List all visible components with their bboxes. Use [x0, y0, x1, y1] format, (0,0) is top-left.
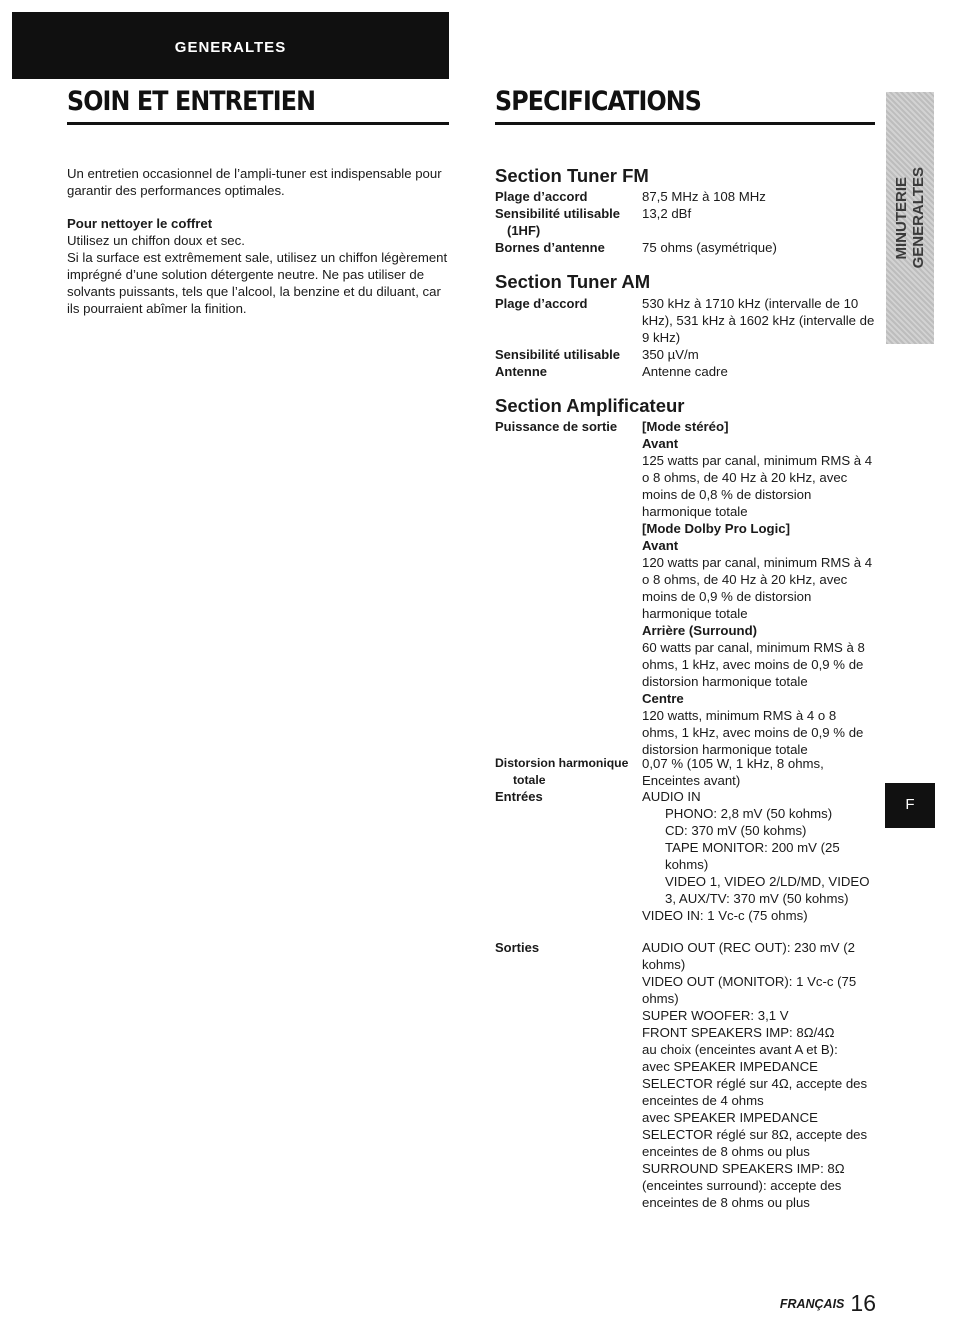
spec-label: Sensibilité utilisable	[495, 347, 620, 362]
spec-label-line: (1HF)	[507, 223, 541, 238]
woofer-value: SUPER WOOFER: 3,1 V	[642, 1008, 789, 1023]
rear-label: Arrière (Surround)	[642, 623, 758, 638]
spec-label: Plage d’accord	[495, 296, 588, 311]
front-label: Avant	[642, 538, 679, 553]
specs-title: SPECIFICATIONS	[495, 86, 702, 117]
front-speakers-choice: au choix (enceintes avant A et B):	[642, 1042, 838, 1057]
specs-title-rule	[495, 122, 875, 125]
section-header-bar	[12, 12, 449, 79]
side-tab-text	[886, 92, 934, 344]
care-paragraph: Si la surface est extrêmement sale, utilisez un chiffon légèrement imprégné d’une solution détergente neutre. Ne pas utiliser de solvants puissants, tels que l’alcool, la benzine et du diluant, car ils pourraient abîmer la finition.	[67, 250, 448, 316]
front-label: Avant	[642, 436, 679, 451]
spec-value: 530 kHz à 1710 kHz (intervalle de 10 kHz), 531 kHz à 1602 kHz (intervalle de 9 kHz)	[642, 296, 875, 345]
stereo-front-value: 125 watts par canal, minimum RMS à 4 o 8 ohms, de 40 Hz à 20 kHz, avec moins de 0,8 % de distorsion harmonique totale	[642, 453, 873, 519]
side-chapter-tab	[886, 92, 934, 344]
audio-in-label: AUDIO IN	[642, 789, 701, 804]
dolby-mode-label: [Mode Dolby Pro Logic]	[642, 521, 790, 536]
section-header-label: GENERALTES	[174, 39, 287, 56]
spec-label: Bornes d’antenne	[495, 240, 605, 255]
spec-label: Antenne	[495, 364, 547, 379]
language-tab-letter: F	[905, 796, 915, 813]
spec-label-line: totale	[513, 773, 546, 787]
video-out-value: VIDEO OUT (MONITOR): 1 Vc-c (75 ohms)	[642, 974, 857, 1006]
care-subheading: Pour nettoyer le coffret	[67, 216, 213, 231]
spec-value	[642, 788, 875, 924]
spec-value	[642, 418, 875, 758]
audio-out-value: AUDIO OUT (REC OUT): 230 mV (2 kohms)	[642, 940, 855, 972]
am-section-heading: Section Tuner AM	[495, 271, 651, 292]
stereo-mode-label: [Mode stéréo]	[642, 419, 729, 434]
spec-label-line: Distorsion harmonique	[495, 756, 629, 770]
video-in-value: VIDEO IN: 1 Vc-c (75 ohms)	[642, 908, 808, 923]
care-title-rule	[67, 122, 449, 125]
spec-value: 350 µV/m	[642, 347, 699, 362]
side-tab-line2: GENERALTES	[910, 167, 927, 269]
spec-value: 13,2 dBf	[642, 206, 692, 221]
spec-label	[495, 205, 640, 239]
rear-value: 60 watts par canal, minimum RMS à 8 ohms, 1 kHz, avec moins de 0,9 % de distorsion harmonique totale	[642, 640, 865, 689]
dolby-front-value: 120 watts par canal, minimum RMS à 4 o 8 ohms, de 40 Hz à 20 kHz, avec moins de 0,9 % de distorsion harmonique totale	[642, 555, 873, 621]
fm-section-heading: Section Tuner FM	[495, 165, 649, 186]
front-speakers-value: FRONT SPEAKERS IMP: 8Ω/4Ω	[642, 1025, 835, 1040]
spec-label: Entrées	[495, 789, 543, 804]
spec-value: 75 ohms (asymétrique)	[642, 240, 777, 255]
surround-speakers-value: SURROUND SPEAKERS IMP: 8Ω (enceintes surround): accepte des enceintes de 8 ohms ou plus	[642, 1161, 845, 1210]
care-title: SOIN ET ENTRETIEN	[67, 86, 316, 117]
impedance-8-value: avec SPEAKER IMPEDANCE SELECTOR réglé sur 8Ω, accepte des enceintes de 8 ohms ou plus	[642, 1110, 868, 1159]
language-tab	[885, 783, 935, 828]
footer-language: FRANÇAIS	[779, 1297, 845, 1311]
spec-label: Sorties	[495, 940, 540, 955]
page-footer	[700, 1290, 876, 1317]
center-label: Centre	[642, 691, 684, 706]
spec-label: Plage d’accord	[495, 189, 588, 204]
spec-value: Antenne cadre	[642, 364, 728, 379]
care-line1: Utilisez un chiffon doux et sec.	[67, 233, 245, 248]
spec-value: 87,5 MHz à 108 MHz	[642, 189, 766, 204]
center-value: 120 watts, minimum RMS à 4 o 8 ohms, 1 kHz, avec moins de 0,9 % de distorsion harmonique totale	[642, 708, 864, 757]
spec-value: 0,07 % (105 W, 1 kHz, 8 ohms, Enceintes avant)	[642, 756, 824, 788]
spec-label-line: Sensibilité utilisable	[495, 206, 620, 221]
impedance-4-value: avec SPEAKER IMPEDANCE SELECTOR réglé sur 4Ω, accepte des enceintes de 4 ohms	[642, 1059, 868, 1108]
care-body	[67, 165, 450, 317]
tape-value: TAPE MONITOR: 200 mV (25 kohms)	[665, 840, 840, 872]
video-inputs-value: VIDEO 1, VIDEO 2/LD/MD, VIDEO 3, AUX/TV: 370 mV (50 kohms)	[665, 874, 870, 906]
spec-label	[495, 755, 640, 789]
spec-value	[642, 939, 875, 1211]
amp-section-heading: Section Amplificateur	[495, 395, 685, 416]
care-intro: Un entretien occasionnel de l’ampli-tuner est indispensable pour garantir des performances optimales.	[67, 166, 442, 198]
spec-label: Puissance de sortie	[495, 419, 618, 434]
page-number: 16	[850, 1290, 876, 1316]
cd-value: CD: 370 mV (50 kohms)	[665, 823, 807, 838]
phono-value: PHONO: 2,8 mV (50 kohms)	[665, 806, 833, 821]
side-tab-line1: MINUTERIE	[893, 176, 910, 260]
